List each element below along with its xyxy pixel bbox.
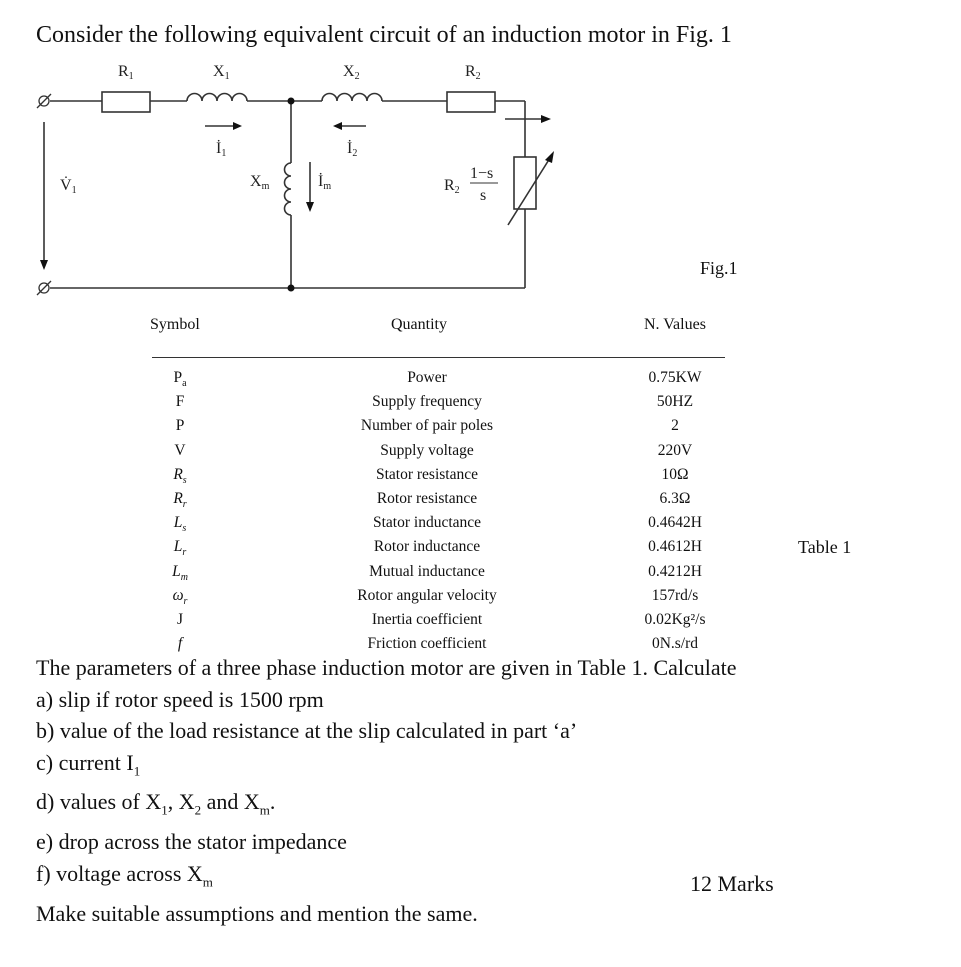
- node-bottom: [288, 285, 295, 292]
- label-r1: R1: [118, 63, 134, 82]
- label-i2: İ2: [347, 140, 358, 159]
- label-x2: X2: [343, 63, 360, 82]
- table-value: 220V: [657, 441, 693, 459]
- resistor-r1: [102, 92, 150, 112]
- label-xm: Xm: [250, 173, 270, 192]
- problem-part-c: c) current $I_1$: [36, 749, 141, 778]
- table-symbol: P: [175, 417, 185, 435]
- table-symbol: J: [176, 610, 184, 628]
- arrow-i2-head: [333, 122, 342, 130]
- table-quantity: Number of pair poles: [360, 417, 494, 435]
- variable-resistor-arrow-head: [545, 151, 554, 163]
- table-value: 0.4612H: [648, 538, 702, 556]
- header-symbol: Symbol: [150, 316, 200, 333]
- symbol-column: [160, 366, 200, 656]
- value-column: [620, 366, 730, 656]
- table-quantity: Supply frequency: [372, 393, 482, 411]
- table-value: 0.02Kg²/s: [644, 610, 706, 628]
- problem-closing: Make suitable assumptions and mention the same.: [36, 900, 478, 926]
- table-quantity: Power: [407, 369, 447, 386]
- fraction-denominator: s: [480, 187, 487, 204]
- table-symbol: $R_r$: [173, 489, 187, 511]
- label-v1: V̇1: [60, 177, 77, 196]
- table-value: 0.4212H: [648, 562, 702, 580]
- table-symbol: $\omega_r$: [172, 586, 188, 607]
- table-symbol: $R_s$: [173, 465, 187, 486]
- node-top: [288, 98, 295, 105]
- variable-load-resistor: [514, 157, 536, 209]
- arrow-v1-head: [40, 260, 48, 270]
- table-quantity: Inertia coefficient: [371, 610, 483, 628]
- marks-label: 12 Marks: [690, 871, 774, 896]
- table-value: 157rd/s: [651, 586, 699, 604]
- table-value: 6.3Ω: [659, 489, 691, 507]
- table-value: 0.75KW: [648, 369, 702, 386]
- table-rule: [152, 357, 725, 358]
- header-quantity: Quantity: [391, 316, 447, 333]
- problem-intro: The parameters of a three phase induction motor are given in Table 1. Calculate: [36, 655, 737, 680]
- table-value: 50HZ: [656, 393, 694, 411]
- table-quantity: Stator resistance: [375, 465, 478, 483]
- table-quantity: Rotor angular velocity: [357, 586, 497, 604]
- table-quantity: Rotor resistance: [376, 489, 478, 507]
- label-im: İm: [318, 173, 332, 192]
- table-symbol: f: [177, 635, 183, 653]
- table-symbol: F: [175, 393, 185, 411]
- label-x1: X1: [213, 63, 230, 82]
- table-value: 2: [671, 417, 679, 435]
- arrow-im-head: [306, 202, 314, 212]
- resistor-r2: [447, 92, 495, 112]
- table-symbol: $P_a$: [173, 369, 187, 390]
- figure-label: Fig.1: [700, 258, 738, 278]
- inductor-x2: [322, 94, 382, 102]
- equivalent-circuit-diagram: [0, 0, 961, 310]
- table-symbol: $L_m$: [172, 562, 188, 583]
- problem-part-b: b) value of the load resistance at the slip calculated in part ‘a’: [36, 718, 578, 743]
- table-symbol: V: [174, 441, 186, 459]
- table-symbol: $L_r$: [173, 538, 187, 559]
- table-symbol: $L_s$: [173, 514, 187, 535]
- table-quantity: Rotor inductance: [373, 538, 481, 556]
- arrow-rotor-head: [541, 115, 551, 123]
- quantity-column: [310, 366, 544, 656]
- table-quantity: Supply voltage: [380, 441, 474, 459]
- table-value: 0.4642H: [648, 514, 702, 532]
- table-value: 0N.s/rd: [651, 635, 699, 653]
- problem-part-d: d) values of $X_1$, $X_2$ and $X_m$.: [36, 789, 276, 818]
- label-i1: İ1: [216, 140, 227, 159]
- problem-part-f: f) voltage across $X_m$: [36, 860, 213, 890]
- page-title: Consider the following equivalent circuit of an induction motor in Fig. 1: [36, 22, 732, 48]
- problem-text: [36, 652, 737, 929]
- label-r2: R2: [465, 63, 481, 82]
- table-quantity: Mutual inductance: [369, 562, 485, 580]
- table-quantity: Friction coefficient: [367, 635, 487, 653]
- problem-part-a: a) slip if rotor speed is 1500 rpm: [36, 686, 324, 712]
- label-r2-load: R2: [444, 177, 460, 196]
- fraction-numerator: 1−s: [470, 165, 494, 182]
- inductor-xm: [285, 163, 291, 215]
- table-quantity: Stator inductance: [372, 514, 482, 532]
- arrow-i1-head: [233, 122, 242, 130]
- header-values: N. Values: [644, 316, 706, 333]
- problem-part-e: e) drop across the stator impedance: [36, 829, 347, 855]
- inductor-x1: [187, 94, 247, 102]
- table-value: 10Ω: [661, 465, 689, 483]
- table-label: Table 1: [798, 537, 852, 557]
